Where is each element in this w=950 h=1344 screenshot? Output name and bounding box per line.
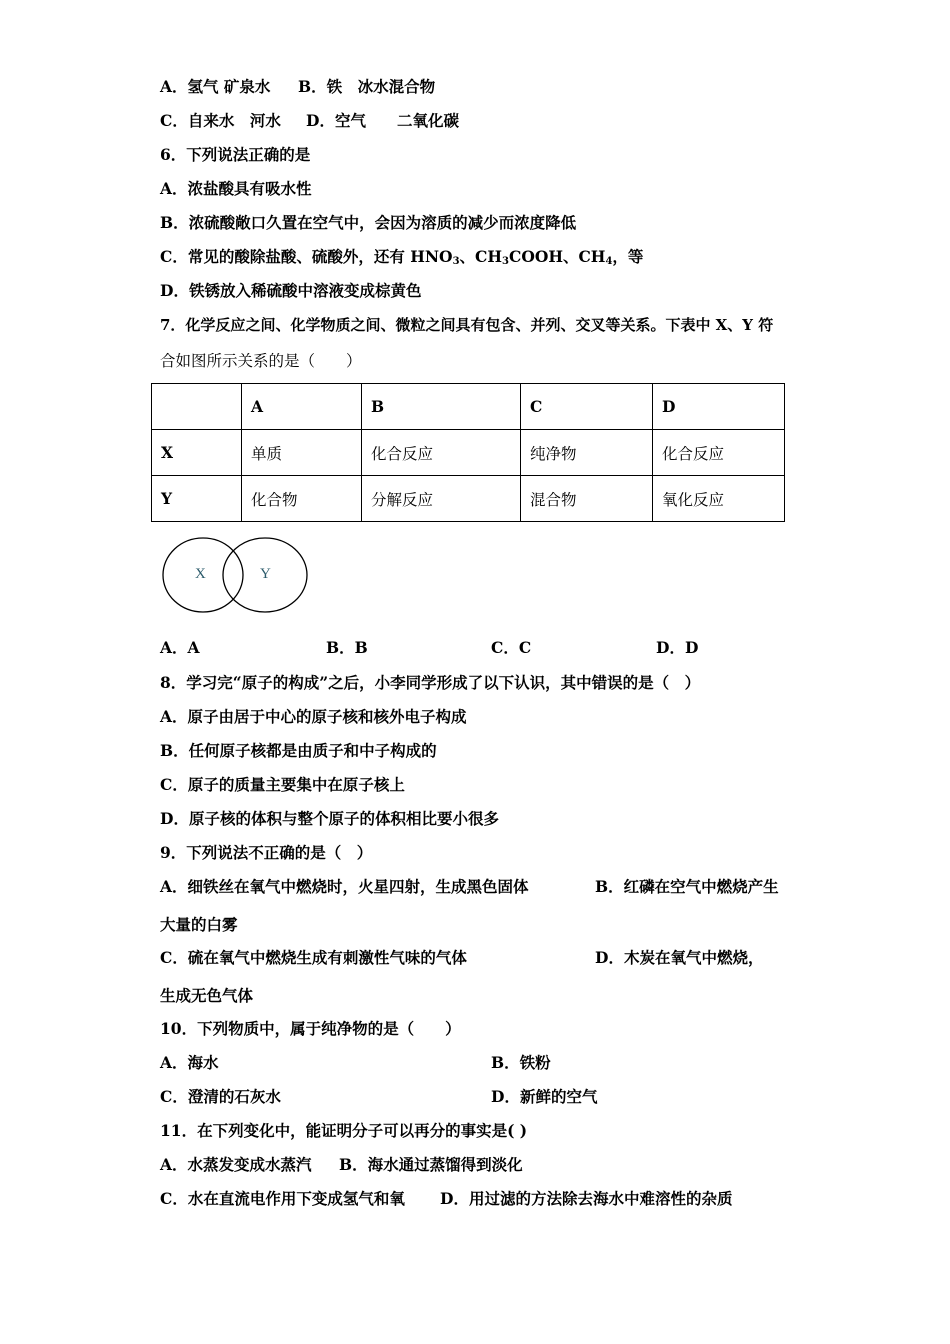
q8-option-c: C．原子的质量主要集中在原子核上 [160, 775, 405, 794]
q10-option-a: A．海水 [160, 1053, 219, 1072]
q9-stem: 9．下列说法不正确的是（ ） [160, 843, 373, 862]
q5-row-ab [160, 77, 436, 97]
q6-c-sub3: 4 [605, 256, 613, 267]
q6-c-mid1: 、CH [459, 247, 503, 266]
q10-row-cd [160, 1087, 598, 1107]
q7-option-a: A．A [160, 638, 200, 657]
q7-option-b: B．B [326, 638, 368, 657]
q7-row-y-a: 化合物 [242, 476, 362, 522]
q10-stem: 10．下列物质中，属于纯净物的是（ ） [160, 1019, 461, 1038]
q5-option-b: B．铁 冰水混合物 [298, 77, 436, 96]
q9-option-d-line2: 生成无色气体 [160, 986, 254, 1005]
q7-stem-line2: 合如图所示关系的是（ ） [160, 352, 362, 370]
q7-row-x-a: 单质 [242, 430, 362, 476]
q7-table [151, 383, 785, 522]
q6-c-end: ，等 [612, 247, 644, 266]
q5-row-cd [160, 111, 459, 131]
q6-stem: 6．下列说法正确的是 [160, 145, 311, 164]
q11-option-c: C．水在直流电作用下变成氢气和氧 [160, 1189, 405, 1208]
q7-venn-diagram [160, 536, 310, 616]
q7-table-row-x [152, 430, 785, 476]
q9-option-b-line1: B．红磷在空气中燃烧产生 [595, 877, 779, 896]
q7-row-x-c: 纯净物 [521, 430, 653, 476]
q7-row-y-b: 分解反应 [362, 476, 521, 522]
q6-c-pre: C．常见的酸除盐酸、硫酸外，还有 HNO [160, 247, 453, 266]
q11-option-b: B．海水通过蒸馏得到淡化 [339, 1155, 523, 1174]
q10-option-c: C．澄清的石灰水 [160, 1087, 281, 1106]
q9-option-c: C．硫在氧气中燃烧生成有刺激性气味的气体 [160, 948, 467, 967]
q8-stem: 8．学习完“原子的构成”之后，小李同学形成了以下认识，其中错误的是（ ） [160, 673, 701, 692]
q7-row-x-d: 化合反应 [653, 430, 785, 476]
q8-option-d: D．原子核的体积与整个原子的体积相比要小很多 [160, 809, 499, 828]
q8-option-b: B．任何原子核都是由质子和中子构成的 [160, 741, 437, 760]
q7-header-a: A [242, 384, 362, 430]
q7-stem-line1: 7．化学反应之间、化学物质之间、微粒之间具有包含、并列、交叉等关系。下表中 X、Y 符 [160, 316, 774, 334]
q11-stem: 11．在下列变化中，能证明分子可以再分的事实是( ) [160, 1121, 528, 1140]
q11-row-ab [160, 1155, 523, 1175]
venn-label-x: X [195, 566, 206, 582]
q9-option-a: A．细铁丝在氧气中燃烧时，火星四射，生成黑色固体 [160, 877, 529, 896]
venn-label-y: Y [260, 566, 271, 582]
q10-row-ab [160, 1053, 551, 1073]
q7-header-b: B [362, 384, 521, 430]
q7-header-d: D [653, 384, 785, 430]
q7-row-y-c: 混合物 [521, 476, 653, 522]
q7-row-y-d: 氧化反应 [653, 476, 785, 522]
q7-table-row-y [152, 476, 785, 522]
q6-option-a: A．浓盐酸具有吸水性 [160, 179, 312, 198]
q9-option-d-line1: D．木炭在氧气中燃烧， [595, 948, 764, 967]
q5-option-c: C．自来水 河水 [160, 111, 281, 130]
q7-option-d: D．D [656, 638, 699, 657]
q11-option-a: A．水蒸发变成水蒸汽 [160, 1155, 312, 1174]
q9-row-cd [160, 948, 764, 968]
q5-option-d: D．空气 二氧化碳 [306, 111, 459, 130]
q7-options-row [160, 638, 699, 658]
q6-c-sub1: 3 [452, 256, 460, 267]
q11-option-d: D．用过滤的方法除去海水中难溶性的杂质 [440, 1189, 733, 1208]
q9-option-b-line2: 大量的白雾 [160, 915, 238, 934]
q7-option-c: C．C [491, 638, 532, 657]
q9-row-ab [160, 877, 779, 897]
q7-header-c: C [521, 384, 653, 430]
q10-option-b: B．铁粉 [491, 1053, 551, 1072]
q6-option-d: D．铁锈放入稀硫酸中溶液变成棕黄色 [160, 281, 422, 300]
q10-option-d: D．新鲜的空气 [491, 1087, 598, 1106]
q6-c-sub2: 3 [502, 256, 509, 267]
q7-row-x-b: 化合反应 [362, 430, 521, 476]
q6-option-c [160, 247, 643, 272]
q6-c-mid2: COOH、CH [508, 247, 606, 266]
q7-table-header [152, 384, 785, 430]
q7-row-x-label: X [152, 430, 242, 476]
q5-option-a: A．氢气 矿泉水 [160, 77, 271, 96]
q6-option-b: B．浓硫酸敞口久置在空气中，会因为溶质的减少而浓度降低 [160, 213, 577, 232]
q7-row-y-label: Y [152, 476, 242, 522]
q8-option-a: A．原子由居于中心的原子核和核外电子构成 [160, 707, 467, 726]
q11-row-cd [160, 1189, 733, 1209]
q7-header-empty [152, 384, 242, 430]
